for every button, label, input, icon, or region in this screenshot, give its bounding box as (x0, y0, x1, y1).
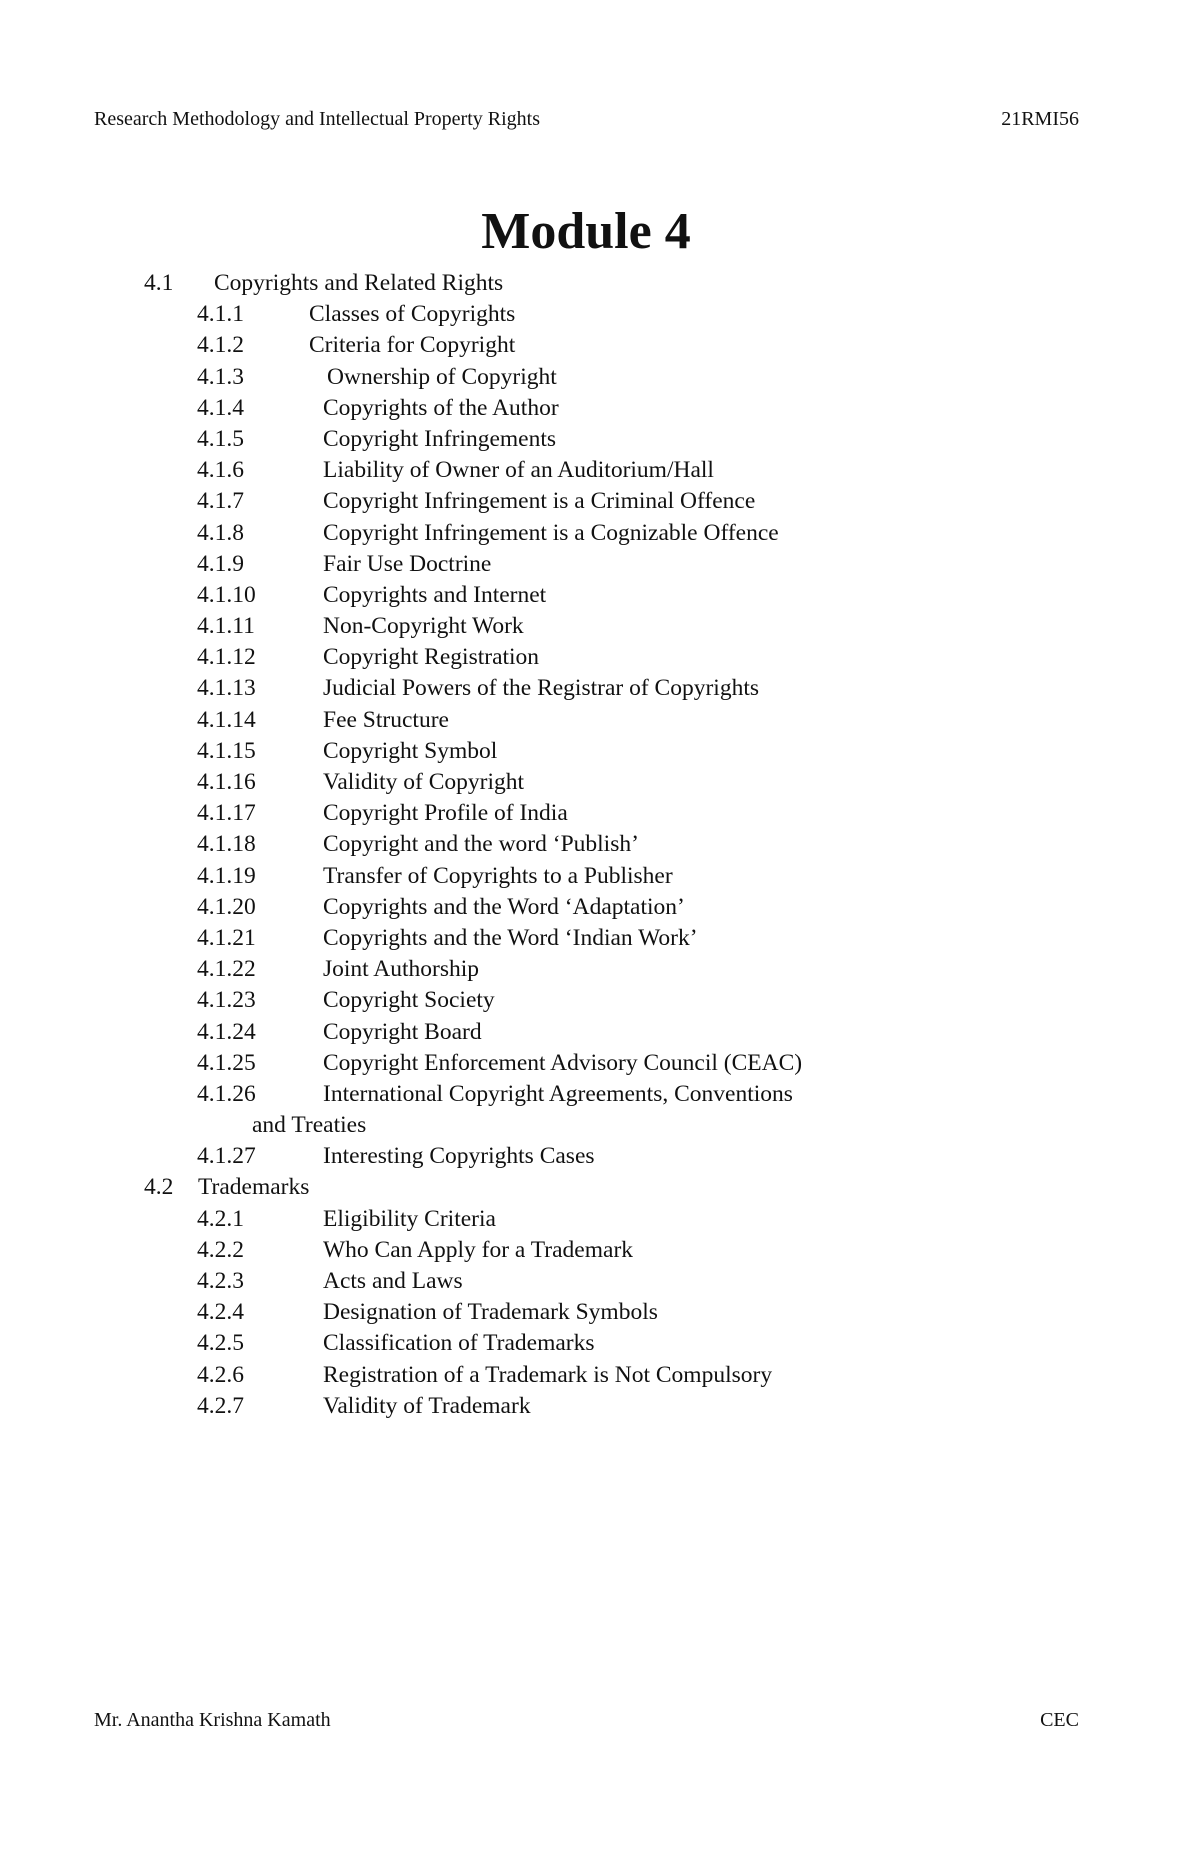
toc-item (0, 1328, 1200, 1359)
toc-number: 4.1.20 (197, 893, 256, 920)
toc-text: International Copyright Agreements, Conventions (323, 1080, 793, 1107)
toc-item-continuation (0, 1110, 1200, 1141)
toc-item (0, 455, 1200, 486)
toc-number: 4.1.10 (197, 581, 256, 608)
course-code: 21RMI56 (1001, 108, 1079, 130)
toc-item (0, 767, 1200, 798)
toc-number: 4.1.3 (197, 363, 244, 390)
toc-number: 4.1.13 (197, 675, 256, 702)
toc-number: 4.2.1 (197, 1205, 244, 1232)
toc-item (0, 1360, 1200, 1391)
toc-text: Who Can Apply for a Trademark (323, 1236, 634, 1263)
toc-text: Copyright Registration (323, 644, 540, 671)
toc-text: Copyright Enforcement Advisory Council (CEAC) (323, 1049, 803, 1076)
toc-text: Validity of Trademark (323, 1392, 531, 1419)
toc-item (0, 642, 1200, 673)
toc-item (0, 1048, 1200, 1079)
toc-item (0, 330, 1200, 361)
toc-number: 4.1.19 (197, 862, 256, 889)
toc-item (0, 861, 1200, 892)
toc-number: 4.1.16 (197, 769, 256, 795)
toc-item (0, 954, 1200, 985)
toc-item (0, 424, 1200, 455)
toc-item (0, 393, 1200, 424)
toc-number: 4.1.23 (197, 987, 256, 1014)
toc-item (0, 892, 1200, 923)
toc-number: 4.1.25 (197, 1049, 256, 1076)
toc-text: Trademarks (198, 1174, 310, 1201)
toc-text: Copyright Infringement is a Criminal Offence (323, 488, 756, 515)
toc-section-4-1 (0, 268, 1200, 299)
toc-text: Copyright Board (323, 1018, 482, 1045)
toc-item (0, 486, 1200, 517)
toc-number: 4.2.7 (197, 1392, 244, 1419)
toc-text: Interesting Copyrights Cases (323, 1143, 595, 1170)
institution-code: CEC (1040, 1709, 1079, 1731)
toc-item (0, 985, 1200, 1016)
toc-item (0, 1079, 1200, 1110)
toc-number: 4.1 (144, 270, 174, 296)
toc-number: 4.1.11 (197, 613, 255, 640)
toc-item (0, 1297, 1200, 1328)
toc-item (0, 518, 1200, 549)
toc-item (0, 1266, 1200, 1297)
toc-number: 4.1.17 (197, 800, 256, 827)
toc-text: Liability of Owner of an Auditorium/Hall (323, 457, 714, 484)
toc-number: 4.1.2 (197, 332, 244, 359)
toc-number: 4.2.4 (197, 1299, 244, 1326)
toc-text: Copyrights and Related Rights (214, 270, 504, 296)
toc-item (0, 611, 1200, 642)
toc-number: 4.1.15 (197, 737, 256, 764)
toc-item (0, 736, 1200, 767)
toc-text: Copyright Infringements (323, 425, 557, 452)
toc-item (0, 1141, 1200, 1172)
toc-text: Copyright and the word ‘Publish’ (323, 831, 639, 858)
toc-number: 4.1.18 (197, 831, 256, 858)
toc-number: 4.1.4 (197, 394, 244, 421)
toc-number: 4.1.14 (197, 706, 256, 733)
toc-text: Copyrights of the Author (323, 394, 559, 421)
toc-item (0, 798, 1200, 829)
toc-item (0, 1017, 1200, 1048)
toc-item (0, 362, 1200, 393)
toc-number: 4.1.27 (197, 1143, 256, 1170)
page-footer (94, 1709, 1079, 1739)
toc-text: Eligibility Criteria (323, 1205, 496, 1232)
toc-section-4-2 (0, 1172, 1200, 1203)
course-title: Research Methodology and Intellectual Property Rights (94, 108, 541, 130)
toc-number: 4.2.3 (197, 1268, 244, 1294)
toc-item (0, 923, 1200, 954)
toc-text: Fair Use Doctrine (323, 550, 492, 577)
toc-number: 4.2.2 (197, 1236, 244, 1263)
toc-item (0, 549, 1200, 580)
toc-number: 4.1.7 (197, 488, 244, 515)
toc-number: 4.1.6 (197, 457, 244, 484)
toc-number: 4.1.9 (197, 550, 244, 577)
toc-item (0, 705, 1200, 736)
toc-text: Ownership of Copyright (327, 363, 557, 390)
toc-number: 4.1.26 (197, 1080, 256, 1107)
author-name: Mr. Anantha Krishna Kamath (94, 1709, 331, 1731)
toc-number: 4.2 (144, 1174, 174, 1201)
toc-text: Fee Structure (323, 706, 449, 733)
toc-text: Joint Authorship (323, 956, 480, 983)
toc-text: Copyright Society (323, 987, 495, 1014)
toc-text: Transfer of Copyrights to a Publisher (323, 862, 673, 889)
toc-number: 4.1.5 (197, 425, 244, 452)
toc-text: Copyright Profile of India (323, 800, 568, 827)
toc-text: Copyrights and the Word ‘Adaptation’ (323, 893, 685, 920)
toc-number: 4.1.24 (197, 1018, 256, 1045)
toc-text: Acts and Laws (323, 1268, 463, 1294)
toc-text: Validity of Copyright (323, 769, 525, 795)
toc-text: Registration of a Trademark is Not Compulsory (323, 1361, 773, 1388)
toc-text: Copyright Infringement is a Cognizable Offence (323, 519, 779, 546)
toc-number: 4.1.1 (197, 301, 244, 328)
toc-text: Classification of Trademarks (323, 1330, 595, 1357)
toc-text: Copyright Symbol (323, 737, 498, 764)
toc-number: 4.1.12 (197, 644, 256, 671)
toc-item (0, 673, 1200, 704)
page-header (94, 108, 1079, 138)
toc-number: 4.2.6 (197, 1361, 244, 1388)
toc-text: Non-Copyright Work (323, 613, 524, 640)
toc-text: Judicial Powers of the Registrar of Copyrights (323, 675, 759, 702)
toc-number: 4.1.21 (197, 924, 256, 951)
toc-item (0, 1235, 1200, 1266)
toc-item (0, 1391, 1200, 1422)
toc-text: Copyrights and the Word ‘Indian Work’ (323, 924, 698, 951)
toc-item (0, 299, 1200, 330)
table-of-contents (0, 268, 1200, 1422)
toc-text: and Treaties (252, 1112, 367, 1139)
toc-text: Classes of Copyrights (309, 301, 516, 328)
toc-item (0, 829, 1200, 860)
toc-item (0, 1204, 1200, 1235)
module-title: Module 4 (481, 203, 691, 260)
toc-text: Criteria for Copyright (309, 332, 516, 359)
toc-text: Designation of Trademark Symbols (323, 1299, 658, 1326)
toc-number: 4.1.8 (197, 519, 244, 546)
toc-number: 4.1.22 (197, 956, 256, 983)
toc-item (0, 580, 1200, 611)
toc-text: Copyrights and Internet (323, 581, 547, 608)
toc-number: 4.2.5 (197, 1330, 244, 1357)
